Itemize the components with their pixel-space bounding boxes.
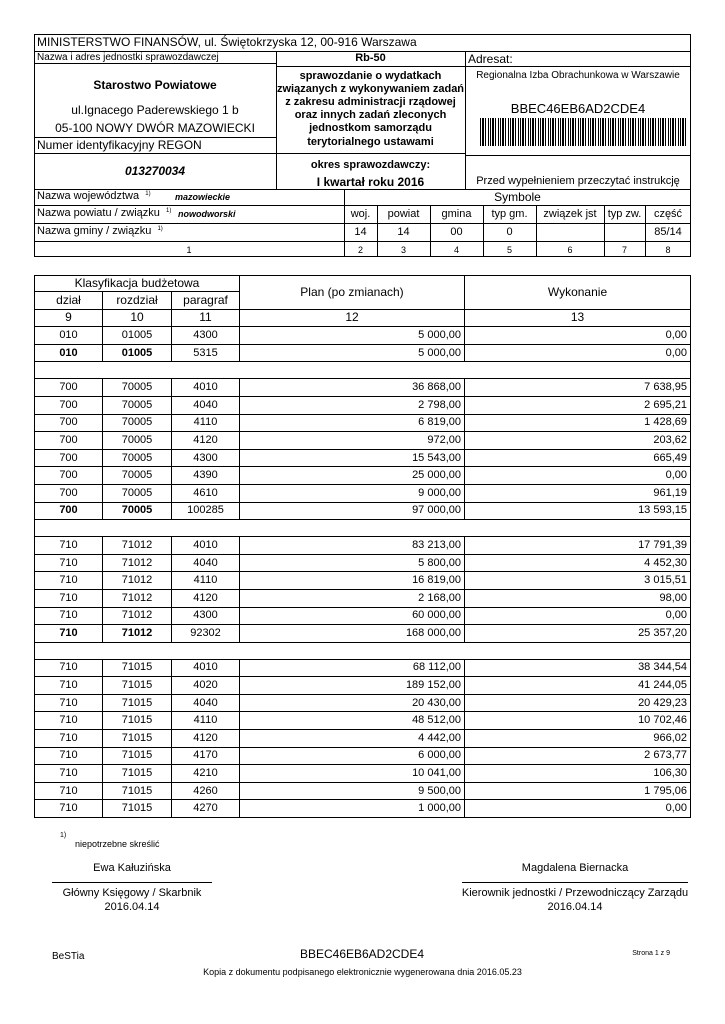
dzial-cell: 710 [35,712,103,730]
table-row [35,484,691,502]
signer-left-name: Ewa Kałuzińska [93,862,171,874]
paragraf-cell: 4110 [172,414,240,432]
report-code: Rb-50 [355,52,386,64]
dzial-cell: 710 [35,607,103,625]
paragraf-cell: 4120 [172,432,240,450]
sym-val-czesc: 85/14 [654,226,682,238]
report-title-4: oraz innych zadań zleconych [294,109,447,121]
rozdzial-cell: 71015 [103,730,172,748]
sym-head-woj: woj. [350,208,371,220]
wykonanie-cell: 3 015,51 [465,572,691,590]
wykonanie-cell: 203,62 [465,432,691,450]
voivodeship-value: mazowieckie [175,192,231,202]
table-row [35,449,691,467]
plan-cell: 189 152,00 [240,677,465,695]
plan-cell: 83 213,00 [240,537,465,555]
dzial-cell: 710 [35,589,103,607]
wykonanie-cell: 0,00 [465,344,691,362]
rozdzial-header: rozdział [103,292,172,310]
table-row [35,694,691,712]
rozdzial-cell: 70005 [103,449,172,467]
table-row [35,800,691,818]
dzial-cell: 710 [35,537,103,555]
unit-street: ul.Ignacego Paderewskiego 1 b [71,103,239,117]
dzial-cell: 700 [35,467,103,485]
signer-right-name: Magdalena Biernacka [521,862,629,874]
rozdzial-cell: 01005 [103,327,172,345]
regon-value: 013270034 [124,164,186,178]
col-number-2: 2 [357,245,363,255]
col-number-1: 1 [186,245,192,255]
paragraf-cell: 4010 [172,537,240,555]
rozdzial-cell: 70005 [103,396,172,414]
table-row [35,432,691,450]
table-row [35,589,691,607]
rozdzial-cell: 71012 [103,554,172,572]
spacer-row [35,642,691,659]
sym-val-powiat: 14 [397,226,410,238]
dzial-cell: 710 [35,800,103,818]
county-label: Nazwa powiatu / związku $^{1)}$ [37,207,172,219]
wykonanie-header: Wykonanie [465,276,691,310]
rozdzial-cell: 71015 [103,800,172,818]
sym-head-zwiazek: związek jst [543,208,597,220]
footnote-mark: 1) [60,832,67,839]
doc-code-header: BBEC46EB6AD2CDE4 [510,101,646,116]
plan-cell: 5 800,00 [240,554,465,572]
wykonanie-cell: 98,00 [465,589,691,607]
expenses-table [34,275,691,818]
table-row [35,747,691,765]
dzial-cell: 700 [35,379,103,397]
table-row [35,625,691,643]
plan-cell: 5 000,00 [240,344,465,362]
page-number: Strona 1 z 9 [632,950,670,957]
spacer-cell [35,642,691,659]
dzial-cell: 700 [35,396,103,414]
spacer-row [35,362,691,379]
plan-cell: 972,00 [240,432,465,450]
plan-cell: 6 819,00 [240,414,465,432]
plan-cell: 68 112,00 [240,659,465,677]
table-row [35,712,691,730]
barcode-image [480,118,686,146]
wykonanie-cell: 961,19 [465,484,691,502]
table-row [35,502,691,520]
plan-cell: 48 512,00 [240,712,465,730]
table-row [35,344,691,362]
paragraf-cell: 4120 [172,589,240,607]
plan-cell: 97 000,00 [240,502,465,520]
read-instruction: Przed wypełnieniem przeczytać instrukcję [476,175,680,187]
paragraf-cell: 4110 [172,712,240,730]
plan-cell: 20 430,00 [240,694,465,712]
dzial-header: dział [35,292,103,310]
rozdzial-cell: 70005 [103,502,172,520]
rozdzial-cell: 70005 [103,467,172,485]
paragraf-cell: 4300 [172,327,240,345]
rozdzial-cell: 70005 [103,432,172,450]
voivodeship-label: Nazwa województwa $^{1)}$ [37,190,151,202]
sym-val-gmina: 00 [450,226,463,238]
rozdzial-cell: 71015 [103,659,172,677]
dzial-cell: 710 [35,572,103,590]
wykonanie-cell: 4 452,30 [465,554,691,572]
paragraf-cell: 4300 [172,449,240,467]
paragraf-cell: 4020 [172,677,240,695]
wykonanie-cell: 1 428,69 [465,414,691,432]
rozdzial-cell: 71015 [103,712,172,730]
sym-head-czesc: część [653,208,683,220]
rozdzial-cell: 71015 [103,782,172,800]
ministry-address: MINISTERSTWO FINANSÓW, ul. Świętokrzyska 12, 00-916 Warszawa [37,35,417,49]
num-dzial: 9 [35,309,103,327]
sym-val-typ-gm: 0 [506,226,513,238]
plan-header: Plan (po zmianach) [240,276,465,310]
plan-cell: 5 000,00 [240,327,465,345]
col-number-8: 8 [665,245,671,255]
table-row [35,572,691,590]
rozdzial-cell: 70005 [103,484,172,502]
num-wykonanie: 13 [465,309,691,327]
dzial-cell: 700 [35,414,103,432]
paragraf-cell: 4390 [172,467,240,485]
sym-head-powiat: powiat [387,208,420,220]
wykonanie-cell: 7 638,95 [465,379,691,397]
dzial-cell: 700 [35,449,103,467]
dzial-cell: 010 [35,344,103,362]
paragraf-cell: 4210 [172,765,240,783]
sym-head-typ-gm: typ gm. [491,208,528,220]
symbols-label: Symbole [494,190,541,204]
dzial-cell: 710 [35,765,103,783]
addressee-name: Regionalna Izba Obrachunkowa w Warszawie [476,70,680,81]
spacer-cell [35,362,691,379]
wykonanie-cell: 0,00 [465,467,691,485]
paragraf-cell: 4010 [172,379,240,397]
paragraf-cell: 5315 [172,344,240,362]
report-title-3: z zakresu administracji rządowej [285,96,456,108]
dzial-cell: 710 [35,747,103,765]
sym-head-gmina: gmina [441,208,472,220]
addressee-label: Adresat: [468,52,513,66]
sym-head-typ-zw: typ zw. [607,208,642,220]
signer-right-date: 2016.04.14 [547,901,603,913]
wykonanie-cell: 0,00 [465,607,691,625]
paragraf-cell: 4270 [172,800,240,818]
table-row [35,607,691,625]
wykonanie-cell: 17 791,39 [465,537,691,555]
wykonanie-cell: 966,02 [465,730,691,748]
plan-cell: 2 798,00 [240,396,465,414]
table-row [35,396,691,414]
table-row [35,677,691,695]
plan-cell: 9 500,00 [240,782,465,800]
plan-cell: 168 000,00 [240,625,465,643]
plan-cell: 6 000,00 [240,747,465,765]
plan-cell: 4 442,00 [240,730,465,748]
dzial-cell: 710 [35,694,103,712]
unit-city: 05-100 NOWY DWÓR MAZOWIECKI [55,121,255,135]
wykonanie-cell: 41 244,05 [465,677,691,695]
paragraf-cell: 4610 [172,484,240,502]
wykonanie-cell: 2 673,77 [465,747,691,765]
period-value: I kwartał roku 2016 [316,175,425,189]
rozdzial-cell: 01005 [103,344,172,362]
dzial-cell: 010 [35,327,103,345]
signer-left-date: 2016.04.14 [104,901,160,913]
commune-label: Nazwa gminy / związku $^{1)}$ [37,225,163,237]
wykonanie-cell: 25 357,20 [465,625,691,643]
dzial-cell: 710 [35,730,103,748]
signer-right-role: Kierownik jednostki / Przewodniczący Zarządu [461,887,689,899]
rozdzial-cell: 70005 [103,414,172,432]
col-number-5: 5 [506,245,512,255]
dzial-cell: 710 [35,782,103,800]
report-title-1: sprawozdanie o wydatkach [299,70,442,82]
plan-cell: 15 543,00 [240,449,465,467]
paragraf-cell: 4170 [172,747,240,765]
unit-label: Nazwa i adres jednostki sprawozdawczej [37,52,219,63]
dzial-cell: 710 [35,625,103,643]
doc-code-footer: BBEC46EB6AD2CDE4 [299,947,425,961]
col-number-4: 4 [453,245,459,255]
paragraf-cell: 4040 [172,694,240,712]
dzial-cell: 700 [35,432,103,450]
dzial-cell: 700 [35,484,103,502]
col-number-6: 6 [567,245,573,255]
classification-header: Klasyfikacja budżetowa [35,276,240,292]
rozdzial-cell: 71015 [103,765,172,783]
wykonanie-cell: 0,00 [465,800,691,818]
wykonanie-cell: 38 344,54 [465,659,691,677]
col-number-3: 3 [400,245,406,255]
table-row [35,659,691,677]
table-row [35,765,691,783]
rozdzial-cell: 71012 [103,537,172,555]
rozdzial-cell: 71012 [103,572,172,590]
period-label: okres sprawozdawczy: [310,159,431,171]
county-value: nowodworski [178,209,236,219]
wykonanie-cell: 13 593,15 [465,502,691,520]
plan-cell: 36 868,00 [240,379,465,397]
wykonanie-cell: 1 795,06 [465,782,691,800]
rozdzial-cell: 71012 [103,607,172,625]
col-number-7: 7 [621,245,627,255]
table-row [35,537,691,555]
wykonanie-cell: 10 702,46 [465,712,691,730]
wykonanie-cell: 20 429,23 [465,694,691,712]
plan-cell: 2 168,00 [240,589,465,607]
plan-cell: 60 000,00 [240,607,465,625]
num-paragraf: 11 [172,309,240,327]
footnote-text: niepotrzebne skreślić [75,839,160,849]
paragraf-cell: 4110 [172,572,240,590]
software-name: BeSTia [52,951,85,962]
copy-note: Kopia z dokumentu podpisanego elektronicznie wygenerowana dnia 2016.05.23 [203,967,522,977]
report-title-2: związanych z wykonywaniem zadań [276,83,465,95]
table-row [35,379,691,397]
paragraf-cell: 4010 [172,659,240,677]
plan-cell: 16 819,00 [240,572,465,590]
plan-cell: 10 041,00 [240,765,465,783]
rozdzial-cell: 70005 [103,379,172,397]
table-row [35,730,691,748]
paragraf-cell: 4040 [172,396,240,414]
signer-left-role: Główny Księgowy / Skarbnik [62,887,202,899]
dzial-cell: 710 [35,677,103,695]
report-title-5: jednostkom samorządu [309,122,432,134]
paragraf-cell: 4120 [172,730,240,748]
wykonanie-cell: 0,00 [465,327,691,345]
sym-val-woj: 14 [354,226,367,238]
plan-cell: 1 000,00 [240,800,465,818]
plan-cell: 25 000,00 [240,467,465,485]
num-rozdzial: 10 [103,309,172,327]
spacer-cell [35,520,691,537]
spacer-row [35,520,691,537]
unit-name: Starostwo Powiatowe [93,78,217,92]
wykonanie-cell: 2 695,21 [465,396,691,414]
rozdzial-cell: 71012 [103,589,172,607]
paragraf-cell: 4300 [172,607,240,625]
rozdzial-cell: 71015 [103,747,172,765]
dzial-cell: 700 [35,502,103,520]
dzial-cell: 710 [35,554,103,572]
regon-label: Numer identyfikacyjny REGON [37,138,202,152]
rozdzial-cell: 71015 [103,694,172,712]
report-title-6: terytorialnego ustawami [307,136,434,148]
paragraf-cell: 92302 [172,625,240,643]
wykonanie-cell: 665,49 [465,449,691,467]
num-plan: 12 [240,309,465,327]
rozdzial-cell: 71012 [103,625,172,643]
plan-cell: 9 000,00 [240,484,465,502]
table-row [35,414,691,432]
paragraf-cell: 100285 [172,502,240,520]
table-row [35,327,691,345]
wykonanie-cell: 106,30 [465,765,691,783]
table-row [35,782,691,800]
table-row [35,554,691,572]
paragraf-cell: 4040 [172,554,240,572]
paragraf-header: paragraf [172,292,240,310]
dzial-cell: 710 [35,659,103,677]
rozdzial-cell: 71015 [103,677,172,695]
paragraf-cell: 4260 [172,782,240,800]
table-row [35,467,691,485]
